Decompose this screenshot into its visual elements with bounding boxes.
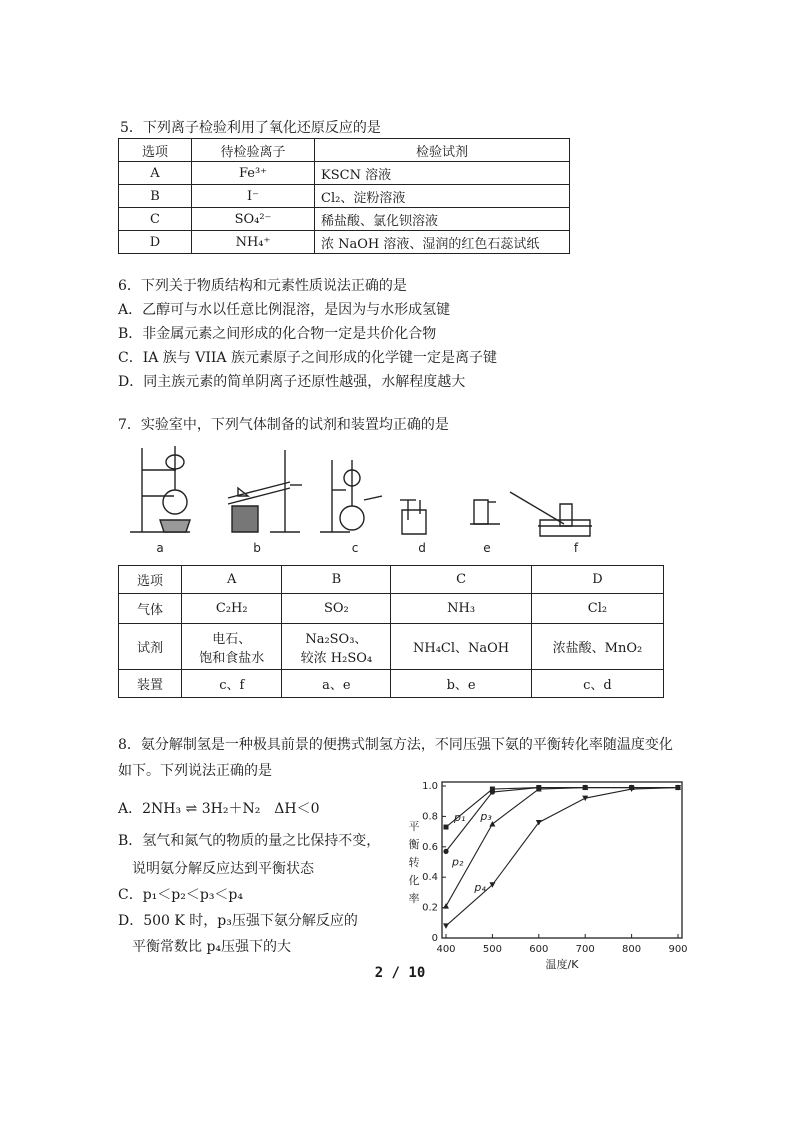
y-axis-label-char: 化 [408,874,420,887]
q5-table [118,138,570,254]
y-axis-label-char: 转 [408,856,420,869]
y-tick-label: 0.4 [422,872,438,884]
apparatus-a [130,446,190,532]
table-row: A Fe³⁺ KSCN 溶液 [119,162,570,185]
data-point-p4 [582,796,588,802]
table-header: 选项 [119,139,192,162]
y-tick-label: 1.0 [422,781,438,792]
apparatus-f [510,492,592,536]
x-tick-label: 400 [436,944,456,955]
series-label-p2: p₂ [452,855,464,869]
q6-option-a: A．乙醇可与水以任意比例混溶，是因为与水形成氢键 [118,302,451,318]
x-tick-label: 900 [668,944,688,955]
table-row: D NH₄⁺ 浓 NaOH 溶液、湿润的红色石蕊试纸 [119,231,570,254]
y-axis-label-char: 平 [408,820,420,833]
conversion-chart [400,770,690,970]
table-row: B I⁻ Cl₂、淀粉溶液 [119,185,570,208]
page-number: 2 / 10 [374,965,426,981]
x-tick-label: 600 [529,944,549,955]
table-row [119,139,570,162]
series-line-p4 [446,788,678,926]
x-axis-label: 温度/K [545,958,579,970]
apparatus-label-f: f [573,541,579,555]
apparatus-label-b: b [253,541,261,555]
table-row: 气体 C₂H₂ SO₂ NH₃ Cl₂ [119,594,664,624]
table-header: 检验试剂 [315,139,570,162]
apparatus-label-a: a [156,541,164,555]
table-header: 待检验离子 [192,139,315,162]
q8-stem-line2: 如下。下列说法正确的是 [118,763,272,779]
data-point-p4 [443,923,449,929]
q8-option-d-1: D．500 K 时，p₃压强下氨分解反应的 [118,913,358,929]
apparatus-d [400,500,426,534]
q6-option-b: B．非金属元素之间形成的化合物一定是共价化合物 [118,326,437,342]
q6-option-c: C．IA 族与 VIIA 族元素原子之间形成的化学键一定是离子键 [118,350,497,366]
q5-stem: 5．下列离子检验利用了氧化还原反应的是 [120,120,381,136]
y-tick-label: 0.8 [422,811,438,823]
apparatus-label-c: c [351,541,359,555]
apparatus-e [470,500,500,524]
q8-option-b-1: B．氢气和氮气的物质的量之比保持不变， [118,833,381,849]
q8-option-d-2: 平衡常数比 p₄压强下的大 [132,939,292,955]
y-axis-label-char: 衡 [408,838,420,851]
apparatus-figure [120,440,620,560]
apparatus-label-d: d [418,541,426,555]
series-label-p1: p₁ [454,811,466,825]
x-tick-label: 500 [482,944,502,955]
q8-option-a: A．2NH₃ ⇌ 3H₂＋N₂ ΔH＜0 [118,801,320,817]
apparatus-b [228,450,302,532]
table-row: 试剂 电石、 饱和食盐水 Na₂SO₃、 较浓 H₂SO₄ NH₄Cl、NaOH 浓盐酸、MnO₂ [119,624,664,670]
x-tick-label: 800 [622,944,642,955]
table-row: 装置 c、f a、e b、e c、d [119,670,664,698]
y-tick-label: 0.6 [422,841,438,853]
table-row: C SO₄²⁻ 稀盐酸、氯化钡溶液 [119,208,570,231]
q8-option-c: C．p₁＜p₂＜p₃＜p₄ [118,887,244,903]
series-label-p4: p₄ [474,880,486,894]
q6-option-d: D．同主族元素的简单阴离子还原性越强，水解程度越大 [118,374,466,390]
series-label-p3: p₃ [480,810,492,823]
x-tick-label: 700 [575,944,595,955]
y-tick-label: 0.2 [422,902,438,914]
table-row: 选项 A B C D [119,566,664,594]
q6-stem: 6．下列关于物质结构和元素性质说法正确的是 [118,278,407,294]
q8-option-b-2: 说明氨分解反应达到平衡状态 [132,861,314,877]
data-point-p1 [444,825,449,830]
q7-table [118,565,664,698]
plot-frame [442,782,682,938]
apparatus-label-e: e [483,541,491,555]
y-tick-label: 0 [431,933,438,944]
q8-stem-line1: 8．氨分解制氢是一种极具前景的便携式制氢方法，不同压强下氨的平衡转化率随温度变化 [118,737,673,753]
apparatus-c [320,460,382,532]
q7-stem: 7．实验室中，下列气体制备的试剂和装置均正确的是 [118,417,449,433]
data-point-p2 [490,789,495,794]
data-point-p3 [443,903,449,909]
data-point-p2 [443,849,448,854]
y-axis-label-char: 率 [408,892,420,905]
